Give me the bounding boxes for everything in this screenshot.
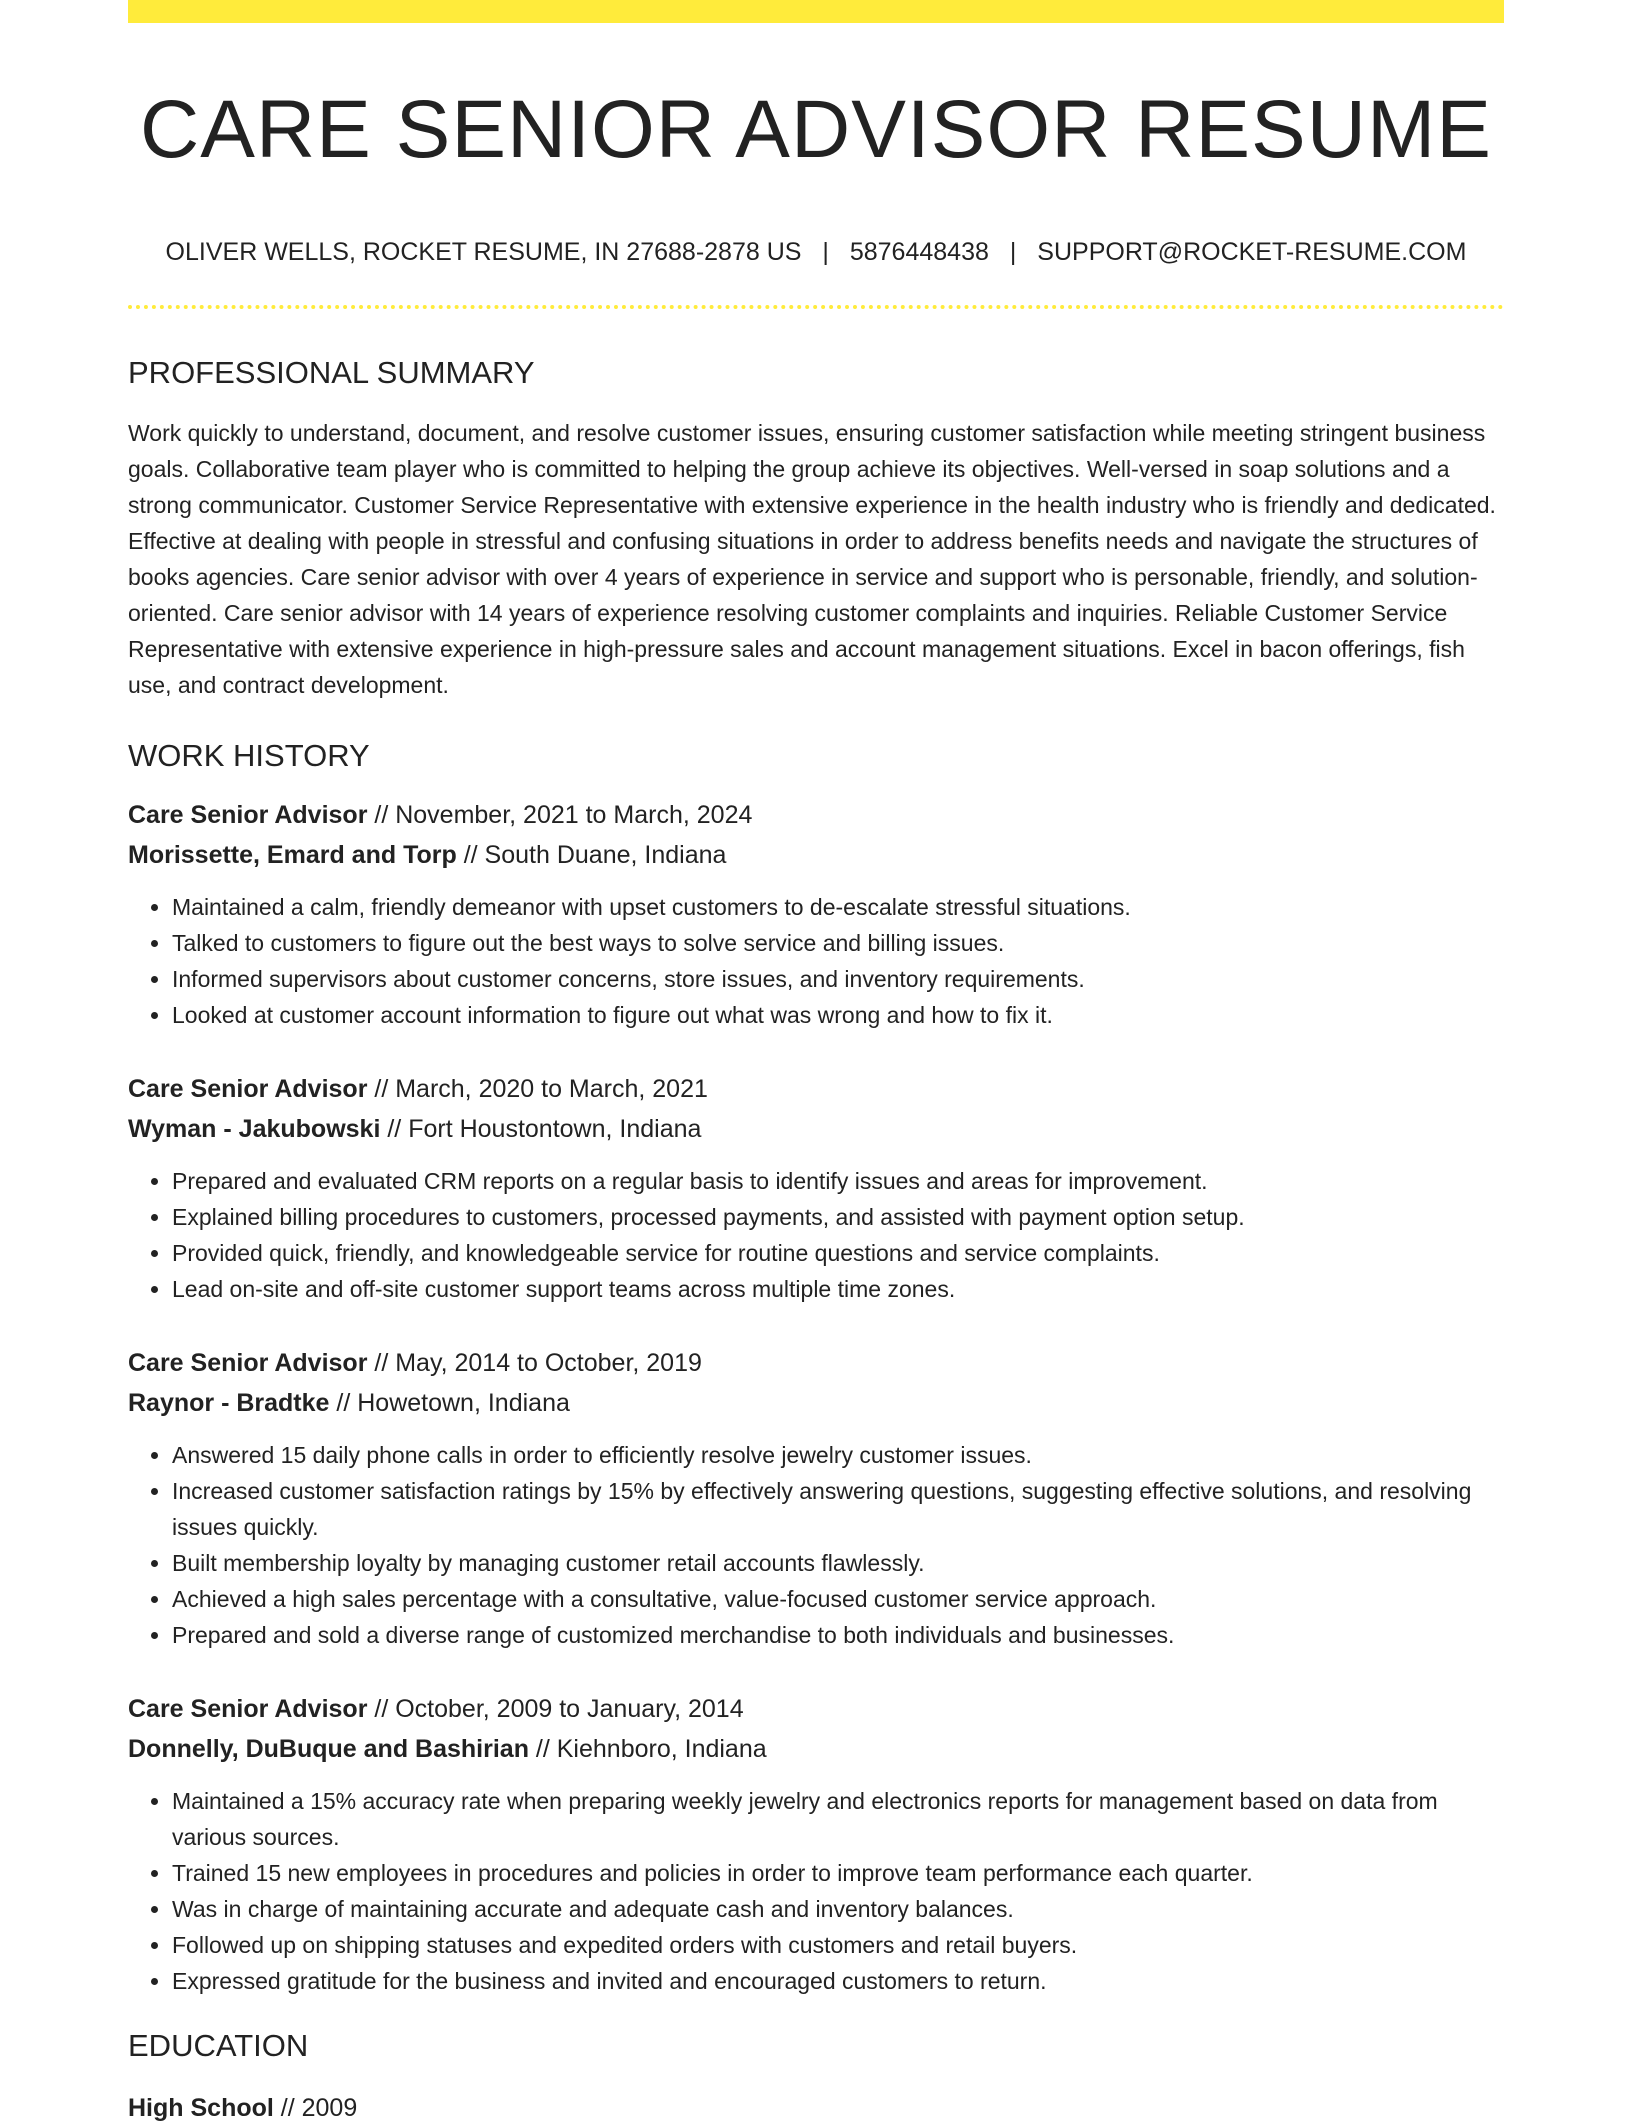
contact-phone: 5876448438 [849, 238, 989, 267]
bullet-item: • Informed supervisors about customer concerns, store issues, and inventory requirements. [172, 961, 1504, 997]
job-company: Morissette, Emard and Torp [128, 840, 457, 869]
job-title: Care Senior Advisor [128, 1348, 368, 1377]
job-location: // Fort Houstontown, Indiana [380, 1114, 702, 1143]
bullet-item: • Prepared and evaluated CRM reports on a regular basis to identify issues and areas for improvement. [172, 1163, 1504, 1199]
job-title-line [128, 1689, 1504, 1729]
bullet-item: • Followed up on shipping statuses and expedited orders with customers and retail buyers. [172, 1927, 1504, 1963]
job-bullets [128, 889, 1504, 1033]
job-entry [128, 1069, 1504, 1307]
education-degree: High School [128, 2093, 274, 2122]
job-bullets [128, 1163, 1504, 1307]
job-entry [128, 1689, 1504, 1999]
bullet-item: • Trained 15 new employees in procedures and policies in order to improve team performance each quarter. [172, 1855, 1504, 1891]
job-bullets [128, 1783, 1504, 1999]
job-company: Donnelly, DuBuque and Bashirian [128, 1734, 529, 1763]
job-location: // South Duane, Indiana [456, 840, 727, 869]
job-title: Care Senior Advisor [128, 1074, 368, 1103]
job-dates: // October, 2009 to January, 2014 [367, 1694, 744, 1723]
job-location: // Kiehnboro, Indiana [528, 1734, 767, 1763]
job-company-line [128, 1383, 1504, 1423]
resume-page [128, 0, 1504, 2128]
education-entry [128, 2088, 1504, 2128]
bullet-item: • Expressed gratitude for the business and invited and encouraged customers to return. [172, 1963, 1504, 1999]
bullet-item: • Answered 15 daily phone calls in order to efficiently resolve jewelry customer issues. [172, 1437, 1504, 1473]
bullet-item: • Maintained a 15% accuracy rate when preparing weekly jewelry and electronics reports for management based on data from various sources. [172, 1783, 1504, 1855]
job-entry [128, 795, 1504, 1033]
contact-separator: | [1009, 238, 1017, 267]
contact-line [128, 237, 1504, 267]
job-company: Raynor - Bradtke [128, 1388, 330, 1417]
bullet-item: • Explained billing procedures to customers, processed payments, and assisted with payment option setup. [172, 1199, 1504, 1235]
bullet-item: • Provided quick, friendly, and knowledgeable service for routine questions and service complaints. [172, 1235, 1504, 1271]
job-title-line [128, 1069, 1504, 1109]
bullet-item: • Prepared and sold a diverse range of customized merchandise to both individuals and businesses. [172, 1617, 1504, 1653]
job-title-line [128, 795, 1504, 835]
job-dates: // March, 2020 to March, 2021 [367, 1074, 708, 1103]
job-company-line [128, 1109, 1504, 1149]
job-location: // Howetown, Indiana [329, 1388, 570, 1417]
bullet-item: • Lead on-site and off-site customer support teams across multiple time zones. [172, 1271, 1504, 1307]
work-history-heading: WORK HISTORY [128, 738, 370, 774]
bullet-item: • Built membership loyalty by managing customer retail accounts flawlessly. [172, 1545, 1504, 1581]
job-company-line [128, 835, 1504, 875]
summary-heading: PROFESSIONAL SUMMARY [128, 355, 535, 391]
contact-address: OLIVER WELLS, ROCKET RESUME, IN 27688-2878 US [165, 238, 802, 267]
job-dates: // May, 2014 to October, 2019 [367, 1348, 702, 1377]
job-company-line [128, 1729, 1504, 1769]
job-title: Care Senior Advisor [128, 800, 368, 829]
job-company: Wyman - Jakubowski [128, 1114, 381, 1143]
job-title-line [128, 1343, 1504, 1383]
page-title: CARE SENIOR ADVISOR RESUME [140, 84, 1492, 175]
dotted-divider [128, 305, 1504, 309]
job-entry [128, 1343, 1504, 1653]
bullet-item: • Was in charge of maintaining accurate and adequate cash and inventory balances. [172, 1891, 1504, 1927]
education-year: // 2009 [273, 2093, 358, 2122]
bullet-item: • Achieved a high sales percentage with a consultative, value-focused customer service approach. [172, 1581, 1504, 1617]
job-bullets [128, 1437, 1504, 1653]
contact-separator: | [822, 238, 829, 267]
bullet-item: • Talked to customers to figure out the best ways to solve service and billing issues. [172, 925, 1504, 961]
contact-email: SUPPORT@ROCKET-RESUME.COM [1037, 238, 1467, 267]
bullet-item: • Increased customer satisfaction ratings by 15% by effectively answering questions, suggesting effective solutions, and resolving issues quickly. [172, 1473, 1504, 1545]
education-heading: EDUCATION [128, 2027, 309, 2063]
bullet-item: • Looked at customer account information to figure out what was wrong and how to fix it. [172, 997, 1504, 1033]
bullet-item: • Maintained a calm, friendly demeanor with upset customers to de-escalate stressful situations. [172, 889, 1504, 925]
summary-text: Work quickly to understand, document, and resolve customer issues, ensuring customer satisfaction while meeting stringent business goals. Collaborative team player who is committed to helping the group achieve its objectives. Well-versed in soap solutions and a strong communicator. Customer Service Representative with extensive experience in the health industry who is friendly and dedicated. Effective at dealing with people in stressful and confusing situations in order to address benefits needs and navigate the structures of books agencies. Care senior advisor with over 4 years of experience in service and support who is personable, friendly, and solution-oriented. Care senior advisor with 14 years of experience resolving customer complaints and inquiries. Reliable Customer Service Representative with extensive experience in high-pressure sales and account management situations. Excel in bacon offerings, fish use, and contract development. [128, 420, 1496, 699]
accent-top-bar [128, 0, 1504, 23]
job-title: Care Senior Advisor [128, 1694, 368, 1723]
job-dates: // November, 2021 to March, 2024 [367, 800, 753, 829]
